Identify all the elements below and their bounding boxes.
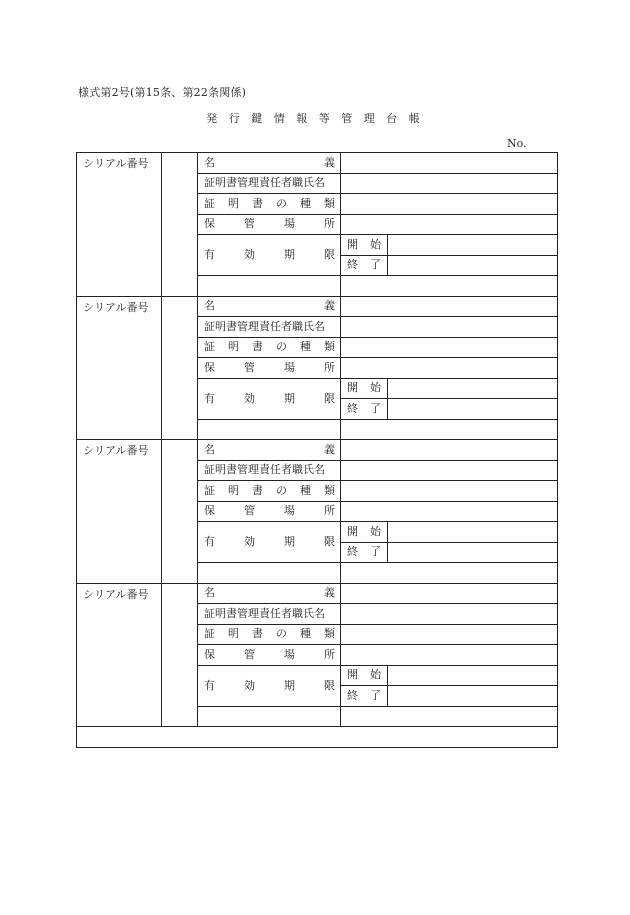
validity-start-value[interactable] [388, 665, 558, 686]
cert-type-label: 証 明 書 の 種 類 [198, 337, 341, 358]
serial-number-value[interactable] [162, 153, 198, 297]
validity-period-label: 有 効 期 限 [198, 235, 341, 276]
validity-start-value[interactable] [388, 522, 558, 543]
validity-end-label: 終 了 [341, 255, 388, 276]
blank-label-cell[interactable] [198, 563, 341, 584]
storage-location-value[interactable] [341, 501, 558, 522]
cert-manager-value[interactable] [341, 317, 558, 338]
storage-location-value[interactable] [341, 358, 558, 379]
cert-type-label: 証 明 書 の 種 類 [198, 481, 341, 502]
holder-name-value[interactable] [341, 583, 558, 604]
validity-period-label: 有 効 期 限 [198, 665, 341, 706]
validity-start-label: 開 始 [341, 235, 388, 256]
storage-location-label: 保 管 場 所 [198, 214, 341, 235]
holder-name-label: 名 義 [198, 440, 341, 461]
validity-start-value[interactable] [388, 235, 558, 256]
form-id: 様式第2号(第15条、第22条関係) [78, 86, 247, 99]
validity-end-label: 終 了 [341, 542, 388, 563]
holder-name-label: 名 義 [198, 583, 341, 604]
validity-start-label: 開 始 [341, 378, 388, 399]
holder-name-value[interactable] [341, 440, 558, 461]
record-row-name [77, 296, 558, 317]
serial-number-value[interactable] [162, 296, 198, 440]
validity-end-label: 終 了 [341, 686, 388, 707]
validity-period-label: 有 効 期 限 [198, 522, 341, 563]
serial-number-label: シリアル番号 [77, 583, 162, 727]
validity-end-value[interactable] [388, 399, 558, 420]
holder-name-label: 名 義 [198, 153, 341, 174]
cert-manager-label: 証明書管理責任者職氏名 [198, 173, 341, 194]
cert-type-value[interactable] [341, 624, 558, 645]
storage-location-label: 保 管 場 所 [198, 501, 341, 522]
storage-location-value[interactable] [341, 214, 558, 235]
blank-value-cell[interactable] [341, 563, 558, 584]
blank-label-cell[interactable] [198, 419, 341, 440]
storage-location-label: 保 管 場 所 [198, 358, 341, 379]
validity-start-value[interactable] [388, 378, 558, 399]
serial-number-value[interactable] [162, 440, 198, 584]
record-row-name [77, 440, 558, 461]
cert-manager-label: 証明書管理責任者職氏名 [198, 460, 341, 481]
serial-number-label: シリアル番号 [77, 153, 162, 297]
bottom-notes-row [77, 727, 558, 748]
validity-start-label: 開 始 [341, 665, 388, 686]
cert-manager-label: 証明書管理責任者職氏名 [198, 604, 341, 625]
validity-end-value[interactable] [388, 255, 558, 276]
validity-end-value[interactable] [388, 542, 558, 563]
page-title: 発 行 鍵 情 報 等 管 理 台 帳 [206, 112, 424, 125]
record-row-name [77, 583, 558, 604]
cert-type-value[interactable] [341, 481, 558, 502]
storage-location-value[interactable] [341, 645, 558, 666]
holder-name-value[interactable] [341, 153, 558, 174]
cert-manager-value[interactable] [341, 173, 558, 194]
holder-name-value[interactable] [341, 296, 558, 317]
serial-number-label: シリアル番号 [77, 440, 162, 584]
validity-period-label: 有 効 期 限 [198, 378, 341, 419]
cert-manager-value[interactable] [341, 604, 558, 625]
holder-name-label: 名 義 [198, 296, 341, 317]
ledger-table [76, 152, 558, 748]
serial-number-value[interactable] [162, 583, 198, 727]
blank-label-cell[interactable] [198, 276, 341, 297]
validity-end-value[interactable] [388, 686, 558, 707]
blank-label-cell[interactable] [198, 706, 341, 727]
record-row-name [77, 153, 558, 174]
blank-value-cell[interactable] [341, 419, 558, 440]
cert-type-label: 証 明 書 の 種 類 [198, 194, 341, 215]
cert-manager-value[interactable] [341, 460, 558, 481]
cert-type-value[interactable] [341, 194, 558, 215]
cert-type-value[interactable] [341, 337, 558, 358]
cert-manager-label: 証明書管理責任者職氏名 [198, 317, 341, 338]
validity-end-label: 終 了 [341, 399, 388, 420]
storage-location-label: 保 管 場 所 [198, 645, 341, 666]
blank-value-cell[interactable] [341, 276, 558, 297]
number-label: No. [507, 137, 527, 150]
cert-type-label: 証 明 書 の 種 類 [198, 624, 341, 645]
blank-value-cell[interactable] [341, 706, 558, 727]
notes-area[interactable] [77, 727, 558, 748]
serial-number-label: シリアル番号 [77, 296, 162, 440]
validity-start-label: 開 始 [341, 522, 388, 543]
